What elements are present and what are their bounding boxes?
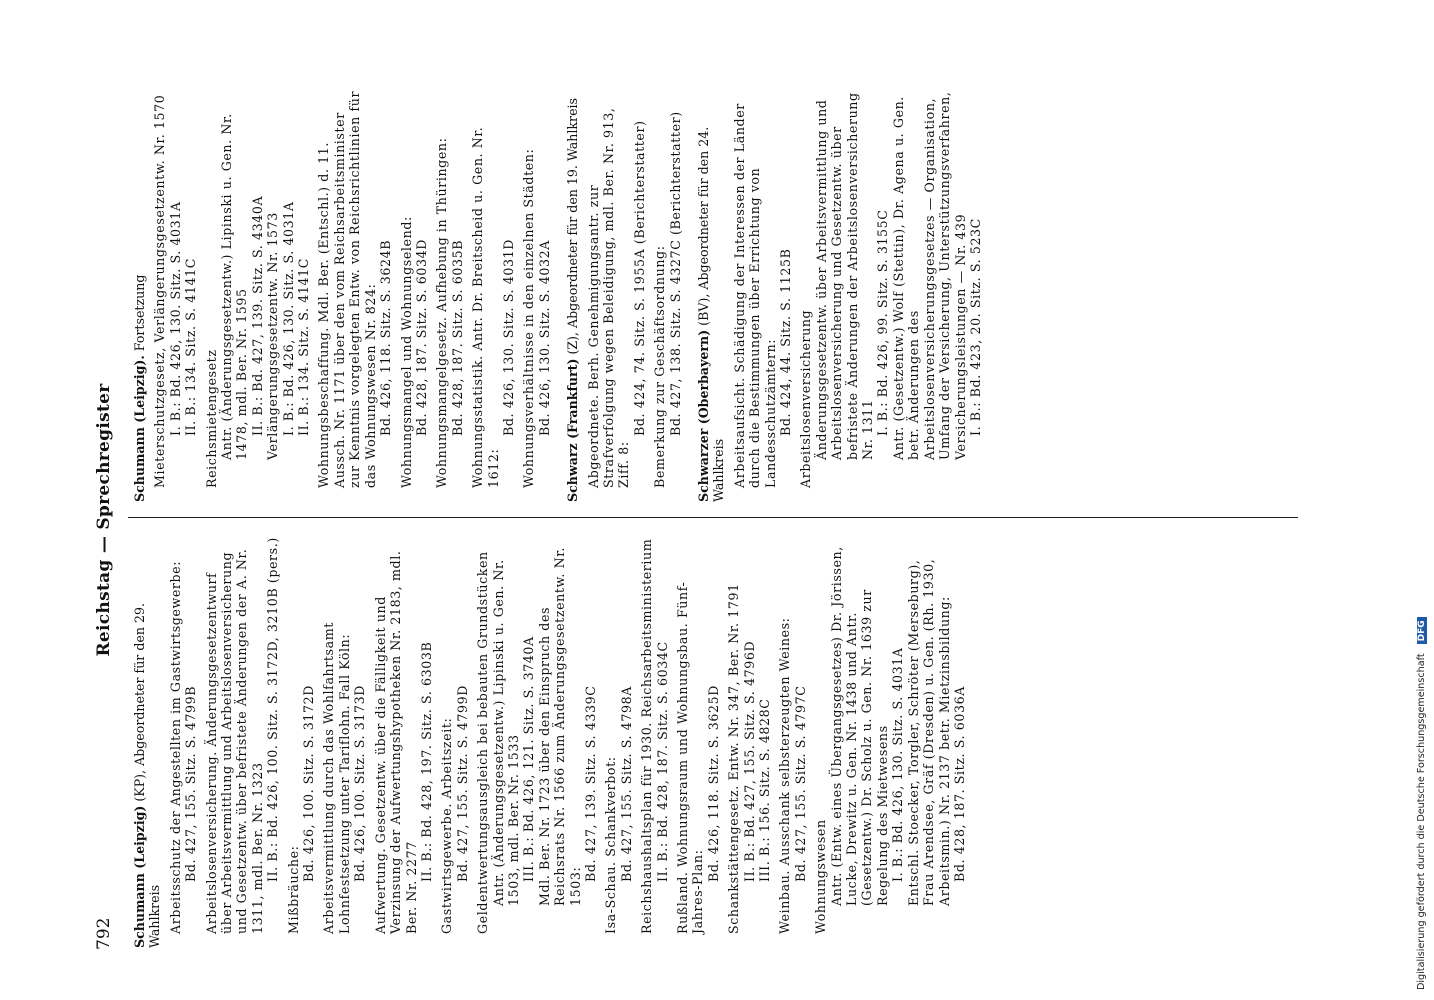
subject-text: Schankstättengesetz. Entw. Nr. 347, Ber. Nr. 1791 (726, 583, 742, 934)
entry-heading (132, 536, 163, 948)
subject-text: Arbeitsvermittlung durch das Wohlfahrtsamt Lohnfestsetzung unter Tariflohn. Fall Köln: (321, 622, 352, 934)
subject-entry (152, 90, 198, 488)
headword: Schumann (Leipzig) (132, 805, 147, 948)
reference-line: Antr. (Entw. eines Übergangsgesetzes) Dr. Jörissen, Lucke, Drewitz u. Gen. Nr. 1438 und Antr. (Gesetzentw.) Dr. Scholz u. Gen. Nr. 1639 zur Regelung des Mietwesens (828, 546, 890, 906)
subject-text: Arbeitslosenversicherung. Änderungsgesetzentwurf über Arbeitsvermittlung und Arbeitslosenversicherung und Gesetzentw. über befristete Änderungen der A. Nr. 1311, mdl. Ber. Nr. 1323 (203, 548, 265, 934)
subject-text: Geldentwertungsausgleich bei bebauten Grundstücken (475, 551, 491, 934)
reference-line: II. B.: Bd. 428, 187. Sitz. S. 6034C (654, 641, 670, 882)
subject-text: Arbeitsaufsicht. Schädigung der Interessen der Länder durch die Bestimmungen über Errichtung von Landesschutzämtern: (731, 103, 778, 488)
subject-text: Weinbau. Ausschank selbsterzeugten Weines: (777, 617, 793, 934)
subject-entry (286, 536, 317, 934)
subject-entry (439, 536, 470, 934)
register-entry (696, 90, 983, 502)
reference-line: III. B.: Bd. 426, 121. Sitz. S. 3740A (521, 636, 537, 882)
rotated-page (90, 90, 1300, 950)
subject-entry (639, 536, 670, 934)
subject-entry (798, 90, 983, 488)
reference-line: Bd. 426, 100. Sitz. S. 3172D (301, 685, 317, 882)
reference-line: Bd. 427, 155. Sitz. S. 4799B (183, 685, 199, 882)
reference-line: I. B.: Bd. 423, 20. Sitz. S. 523C (967, 218, 983, 436)
register-entry (132, 536, 967, 948)
subject-text: Wohnungsbeschaffung. Mdl. Ber. (Entschl.) d. 11. Aussch. Nr. 1171 über den vom Reichsarbeitsminister zur Kenntnis vorgelegten Entw. von Reichsrichtlinien für das Wohnungswesen Nr. 824: (316, 90, 378, 488)
subject-entry (521, 90, 552, 488)
subject-entry (399, 90, 430, 488)
left-column (132, 536, 980, 948)
reference-line: Bd. 428, 187. Sitz. S. 6034D (413, 239, 429, 436)
reference-line: Bd. 427, 155. Sitz. S. 4798A (618, 686, 634, 882)
subject-entry (204, 536, 281, 934)
reference-line: II. B.: Bd. 428, 197. Sitz. S. 6303B (418, 641, 434, 882)
headword-description: (KP), Abgeordneter für den 29. Wahlkreis (132, 603, 163, 948)
subject-text: Reichsmietengesetz (203, 349, 219, 488)
reference-line: I. B.: Bd. 426, 130. Sitz. S. 4031A (890, 647, 906, 882)
entry-heading (696, 90, 727, 502)
reference-line: I. B.: Bd. 426, 130. Sitz. S. 4031A (280, 201, 296, 436)
reference-line: Entschl. Stoecker, Torgler, Schröter (Merseburg), Frau Arendsee, Gräf (Dresden) u. Gen. (Rh. 1930, Arbeitsmin.) Nr. 2137 betr. Mietzinsbildung: (905, 558, 952, 906)
subject-entry (586, 90, 648, 488)
headword-description: (Z), Abgeordneter für den 19. Wahlkreis (565, 97, 581, 359)
reference-line: Bd. 426, 118. Sitz. S. 3625D (705, 685, 721, 882)
reference-line: Bd. 428, 187. Sitz. S. 6036A (951, 686, 967, 882)
subject-entry (470, 90, 516, 488)
subject-entry (321, 536, 367, 934)
subject-text: Abgeordnete. Berh. Genehmigungsantr. zur Strafverfolgung wegen Beleidigung, mdl. Ber. Nr. 913, Ziff. 8: (585, 107, 632, 488)
subject-text: Wohnungsmangelgesetz. Aufhebung in Thüringen: (434, 137, 450, 488)
subject-text: Reichshaushaltsplan für 1930. Reichsarbeitsministerium (639, 538, 655, 934)
subject-entry (204, 90, 312, 488)
headword-description: Fortsetzung (132, 274, 147, 356)
subject-entry (475, 536, 598, 934)
subject-text: Wohnungswesen (813, 819, 829, 934)
reference-line: Änderungsgesetzentw. über Arbeitsvermittlung und Arbeitslosenversicherung und Gesetzentw. über befristete Änderungen der Arbeitslosenversicherung Nr. 1311 (813, 92, 876, 460)
subject-entry (168, 536, 199, 934)
digitization-credit (1416, 10, 1434, 990)
subject-text: Mieterschutzgesetz, Verlängerungsgesetzentw. Nr. 1570 (152, 94, 168, 488)
credit-text: Digitalisierung gefördert durch die Deutsche Forschungsgemeinschaft (1416, 653, 1427, 990)
reference-line: Mdl. Ber. Nr. 1723 über den Einspruch des Reichsrats Nr. 1566 zum Änderungsgesetzentw. Nr. 1503: (536, 546, 583, 906)
page-number: 792 (94, 917, 114, 950)
entry-heading (132, 90, 147, 502)
entry-heading (565, 90, 580, 502)
reference-line: I. B.: Bd. 426, 130. Sitz. S. 4031A (167, 201, 183, 436)
headword: Schwarzer (Oberbayern) (696, 329, 711, 502)
subject-text: Wohnungsverhältnisse in den einzelnen Städten: (521, 148, 537, 488)
headword: Schumann (Leipzig). (132, 355, 147, 502)
subject-text: Gastwirtsgewerbe. Arbeitszeit: (439, 717, 455, 934)
column-divider (128, 517, 1298, 518)
reference-line: Bd. 428, 187. Sitz. S. 6035B (449, 239, 465, 436)
reference-line: Bd. 427, 138. Sitz. S. 4327C (Berichterstatter) (667, 111, 683, 436)
reference-line: Bd. 426, 130. Sitz. S. 4031D (500, 239, 516, 436)
reference-line: II. B.: Bd. 427, 139. Sitz. S. 4340A (249, 195, 265, 436)
page-header (90, 90, 124, 950)
dfg-logo: DFG (1417, 617, 1427, 644)
reference-line: Bd. 427, 155. Sitz. S. 4797C (792, 685, 808, 882)
register-entry (132, 90, 552, 502)
subject-text: Rußland. Wohnungsraum und Wohnungsbau. Fünf-Jahres-Plan: (675, 581, 706, 934)
subject-entry (813, 536, 967, 934)
subject-text: Aufwertung. Gesetzentw. über die Fälligkeit und Verzinsung der Aufwertungshypotheken Nr. 2183, mdl. Ber. Nr. 2277 (372, 550, 419, 934)
register-entry (565, 90, 683, 502)
reference-line: Bd. 426, 100. Sitz. S. 3173D (352, 685, 368, 882)
subject-entry (777, 536, 808, 934)
reference-line: Bd. 426, 118. Sitz. S. 3624B (378, 239, 394, 436)
subject-entry (732, 90, 794, 488)
reference-line: II. B.: Bd. 427, 155. Sitz. S. 4796D (741, 640, 757, 882)
reference-line: II. B.: Bd. 426, 100. Sitz. S. 3172D, 3210B (pers.) (265, 537, 281, 882)
reference-line: Antr. (Änderungsgesetzentw.) Lipinski u. Gen. Nr. 1478, mdl. Ber. Nr. 1595 (219, 113, 250, 460)
subject-text: Mißbräuche: (285, 845, 301, 934)
reference-line: Bd. 424, 74. Sitz. S. 1955A (Berichterstatter) (631, 120, 647, 436)
subject-entry (316, 90, 393, 488)
subject-entry (726, 536, 772, 934)
subject-text: Wohnungsstatistik. Antr. Dr. Breitscheid u. Gen. Nr. 1612: (470, 126, 501, 488)
reference-line: Bd. 426, 130. Sitz. S. 4032A (536, 240, 552, 436)
reference-line: II. B.: 134. Sitz. S. 4141C (183, 258, 199, 436)
subject-entry (434, 90, 465, 488)
subject-entry (373, 536, 435, 934)
headword: Schwarz (Frankfurt) (565, 358, 581, 502)
subject-entry (652, 90, 683, 488)
reference-line: Bd. 424, 44. Sitz. S. 1125B (778, 248, 794, 436)
subject-text: Isa-Schau. Schankverbot: (603, 756, 619, 934)
reference-line: Bd. 427, 139. Sitz. S. 4339C (582, 685, 598, 882)
reference-line: Verlängerungsgesetzentw. Nr. 1573 (265, 212, 281, 460)
running-title: Reichstag — Sprechregister (94, 383, 114, 657)
subject-text: Arbeitslosenversicherung (798, 309, 814, 488)
right-column (132, 90, 996, 502)
headword-description: (BV), Abgeordneter für den 24. Wahlkreis (696, 126, 727, 502)
reference-line: Antr. (Gesetzentw.) Wolf (Stettin), Dr. Agena u. Gen. betr. Änderungen des Arbeitslosenversicherungsgesetzes — Organisation, Umfang der Versicherung, Unterstützungsverfahren, Versicherungsleistungen — Nr. 439 (890, 91, 968, 460)
subject-text: Bemerkung zur Geschäftsordnung: (652, 245, 668, 488)
subject-text: Arbeitsschutz der Angestellten im Gastwirtsgewerbe: (167, 560, 183, 934)
subject-entry (603, 536, 634, 934)
reference-line: Antr. (Änderungsgesetzentw.) Lipinski u. Gen. Nr. 1503, mdl. Ber. Nr. 1533 (490, 559, 521, 906)
subject-text: Wohnungsmangel und Wohnungselend: (398, 216, 414, 488)
subject-entry (675, 536, 721, 934)
reference-line: III. B.: 156. Sitz. S. 4828C (757, 698, 773, 882)
reference-line: Bd. 427, 155. Sitz. S. 4799D (454, 685, 470, 882)
reference-line: I. B.: Bd. 426, 99. Sitz. S. 3155C (875, 209, 891, 436)
reference-line: II. B.: 134. Sitz. S. 4141C (296, 258, 312, 436)
